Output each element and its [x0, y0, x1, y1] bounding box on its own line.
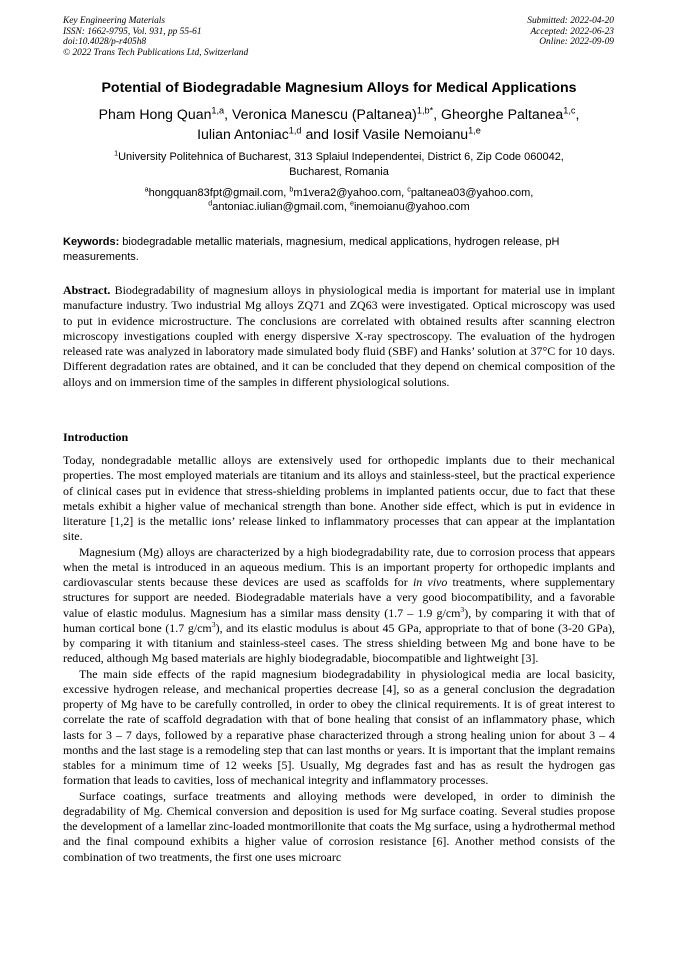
author-emails [60, 186, 618, 214]
email-mark: d [208, 199, 213, 208]
author-affiliation-mark: 1,c [563, 105, 576, 116]
email-link[interactable]: m1vera2@yahoo.com, [293, 187, 408, 199]
affiliation-line-2: Bucharest, Romania [289, 166, 389, 178]
author-affiliation-mark: 1,b* [416, 105, 434, 116]
email-mark: e [350, 199, 354, 208]
author-name: , Gheorghe Paltanea [433, 106, 564, 122]
abstract-text: Biodegradability of magnesium alloys in physiological media is important for material use in implant manufacture industry. Two industrial Mg alloys ZQ71 and ZQ63 were investigated. Optical microscopy was used to put in evidence microstructure. The conclusions are correlated with obtained results after scanning electron microscopy investigations coupled with energy dispersive X-ray spectroscopy. The evaluation of the hydrogen released rate was analyzed in laboratory made simulated body fluid (SBF) and Hanks’ solution at 37°C for 10 days. Different degradation rates are obtained, and it can be concluded that they depend on chemical composition of the alloys and on immersion time of the samples in different physiological solutions. [63, 283, 615, 389]
submitted-date: Submitted: 2022-04-20 [527, 16, 614, 26]
abstract [63, 283, 615, 390]
keywords-label: Keywords: [63, 236, 120, 248]
issn-line: ISSN: 1662-9795, Vol. 931, pp 55-61 [63, 26, 202, 37]
email-mark: a [144, 185, 149, 194]
affiliation-mark: 1 [114, 149, 119, 158]
author-name: , Veronica Manescu (Paltanea) [224, 106, 417, 122]
author-affiliation-mark: 1,e [468, 125, 481, 136]
affiliation [60, 150, 618, 180]
paragraph-text: ), by comparing it with that of human cortical bone (1.7 g/cm [63, 605, 615, 635]
author-affiliation-mark: 1,a [211, 105, 225, 116]
author-affiliation-mark: 1,d [288, 125, 302, 136]
paragraph-text: treatments, where supplementary structures for support are needed. Biodegradable materials have a very good biocompatibility, and a favorable value of elastic modulus. Magnesium has a similar mass density (1.7 – 1.9 g/cm [63, 575, 615, 620]
author-name: Pham Hong Quan [98, 106, 212, 122]
section-heading-introduction: Introduction [63, 430, 129, 444]
journal-name: Key Engineering Materials [63, 16, 166, 26]
author-list [40, 104, 638, 144]
superscript: 3 [211, 619, 216, 629]
author-name: and Iosif Vasile Nemoianu [301, 126, 469, 142]
keywords [63, 235, 615, 265]
paragraph [63, 545, 615, 667]
email-link[interactable]: paltanea03@yahoo.com, [410, 187, 534, 199]
abstract-label: Abstract. [63, 283, 111, 297]
paragraph-text: Magnesium (Mg) alloys are characterized by a high biodegradability rate, due to corrosion process that appears when the metal is introduced in an aqueous medium. This is an important property for orthopedic implants and cardiovascular stents because these devices are used as scaffolds for [63, 544, 615, 589]
author-separator: , [575, 106, 580, 122]
email-link[interactable]: antoniac.iulian@gmail.com, [212, 201, 350, 213]
paragraph: Today, nondegradable metallic alloys are extensively used for orthopedic implants due to their mechanical properties. The most employed materials are titanium and its alloys and stainless-steel, but the practical experience of clinical cases put in evidence that stress-shielding problems in implanted patients occur, due to fact that these metals exhibit a higher value of mechanical strength than bone. Another side effect, which is put in evidence in literature [1,2] is the metallic ions’ release linked to inflammatory processes that can appear at the implantation site. [63, 453, 615, 544]
copyright-line: © 2022 Trans Tech Publications Ltd, Switzerland [63, 47, 249, 58]
doi-line: doi:10.4028/p-r405h8 [63, 37, 147, 48]
accepted-date: Accepted: 2022-06-23 [530, 26, 614, 37]
affiliation-line-1: University Politehnica of Bucharest, 313 Splaiul Independentei, District 6, Zip Code 060042, [118, 151, 564, 163]
paper-title: Potential of Biodegradable Magnesium Alloys for Medical Applications [101, 80, 577, 96]
email-link[interactable]: inemoianu@yahoo.com [353, 201, 470, 213]
publication-dates [527, 16, 614, 48]
author-name: Iulian Antoniac [197, 126, 289, 142]
keywords-text: biodegradable metallic materials, magnesium, medical applications, hydrogen release, pH measurements. [63, 236, 560, 263]
email-mark: b [289, 185, 294, 194]
email-link[interactable]: hongquan83fpt@gmail.com, [148, 187, 290, 199]
paragraph-text: ), and its elastic modulus is about 45 GPa, appropriate to that of bone (3-20 GPa), by comparing it with titanium and stainless-steel cases. The stress shielding between Mg and bone have to be reduced, although Mg based materials are highly biodegradable, biocompatible and lightweight [3]. [63, 620, 615, 666]
online-date: Online: 2022-09-09 [539, 37, 614, 48]
italic-term: in vivo [412, 575, 448, 589]
email-mark: c [407, 185, 411, 194]
paragraph: The main side effects of the rapid magnesium biodegradability in physiological media are local basicity, excessive hydrogen release, and mechanical properties decrease [4], so as a general conclusion the degradation property of Mg have to be carefully controlled, in order to obey the clinical requirements. It is of great interest to correlate the rate of scaffold degradation with that of bone healing that consist of an inflammatory phase, which lasts for 3 – 7 days, followed by a reparative phase characterized through a strong healing union for about 3 – 4 months and the last stage is a remodeling step that can last months or years. It is important that the implant remains stables for a minimum time of 12 weeks [5]. Usually, Mg degrades fast and has as result the hydrogen gas formation that leads to cavities, loss of mechanical integrity and inflammatory processes. [63, 666, 615, 788]
paragraph: Surface coatings, surface treatments and alloying methods were developed, in order to diminish the degradability of Mg. Chemical conversion and deposition is used for Mg surface coating. Several studies propose the development of a lamellar zinc-loaded montmorillonite that coats the Mg surface, using a hydrothermal method and the final compound exhibits a higher value of corrosion resistance [6]. Another method consists of the combination of two treatments, the first one uses microarc [63, 788, 615, 864]
superscript: 3 [460, 604, 465, 614]
journal-info [63, 16, 248, 58]
introduction-body [63, 453, 615, 865]
